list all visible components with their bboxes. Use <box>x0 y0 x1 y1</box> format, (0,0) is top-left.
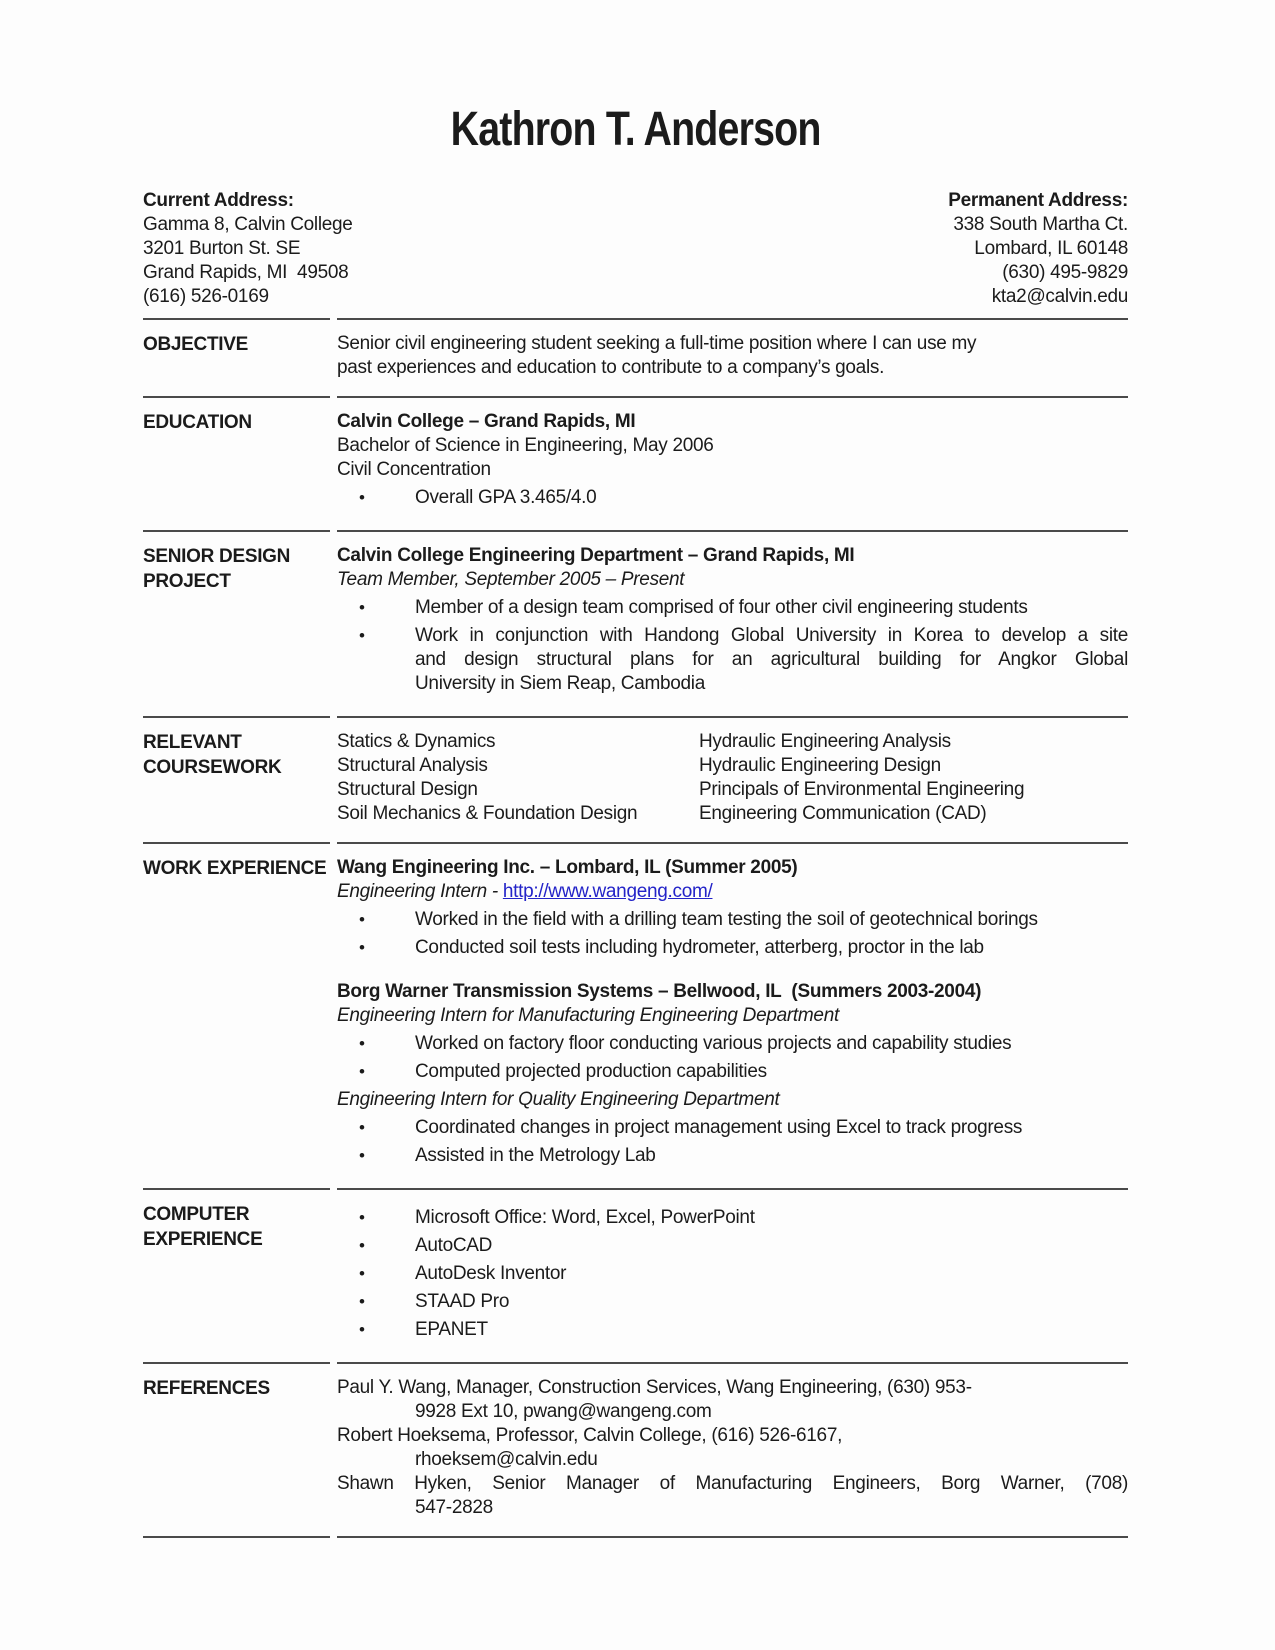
senior-design-section <box>143 530 1128 716</box>
list-item: • Microsoft Office: Word, Excel, PowerPoint <box>337 1206 1128 1230</box>
list-item <box>337 624 1128 696</box>
list-item: • Coordinated changes in project management using Excel to track progress <box>337 1116 1128 1140</box>
work-experience-section-label: WORK EXPERIENCE <box>143 842 330 1188</box>
bullet-line: and design structural plans for an agricultural building for Angkor Global <box>415 649 1128 670</box>
address-line: (616) 526-0169 <box>143 286 269 307</box>
address-line: 3201 Burton St. SE <box>143 238 301 259</box>
reference-line: 547-2828 <box>415 1497 493 1518</box>
senior-design-org: Calvin College Engineering Department – Grand Rapids, MI <box>337 545 855 566</box>
job-role: Engineering Intern for Quality Engineering Department <box>337 1089 780 1110</box>
address-line: Gamma 8, Calvin College <box>143 214 353 235</box>
reference-line: Robert Hoeksema, Professor, Calvin College, (616) 526-6167, <box>337 1425 843 1446</box>
reference-line: Paul Y. Wang, Manager, Construction Services, Wang Engineering, (630) 953- <box>337 1377 972 1398</box>
current-address <box>143 188 353 309</box>
objective-section <box>143 318 1128 396</box>
current-address-label: Current Address: <box>143 190 294 211</box>
list-item: • STAAD Pro <box>337 1290 1128 1314</box>
address-line: (630) 495-9829 <box>1002 262 1128 283</box>
address-line: Lombard, IL 60148 <box>974 238 1128 259</box>
reference-line: 9928 Ext 10, pwang@wangeng.com <box>415 1401 712 1422</box>
address-line: 338 South Martha Ct. <box>953 214 1128 235</box>
education-degree: Bachelor of Science in Engineering, May 2006 <box>337 435 714 456</box>
wangeng-link[interactable]: http://www.wangeng.com/ <box>502 881 713 902</box>
address-block <box>143 188 1128 318</box>
resume-name: Kathron T. Anderson <box>450 103 821 156</box>
course-item: Statics & Dynamics <box>337 731 496 752</box>
list-item: • Conducted soil tests including hydrometer, atterberg, proctor in the lab <box>337 936 1128 960</box>
course-item: Hydraulic Engineering Design <box>699 755 941 776</box>
course-item: Hydraulic Engineering Analysis <box>699 731 951 752</box>
list-item: • Worked on factory floor conducting various projects and capability studies <box>337 1032 1128 1056</box>
list-item: • Worked in the field with a drilling team testing the soil of geotechnical borings <box>337 908 1128 932</box>
objective-line: past experiences and education to contribute to a company’s goals. <box>337 357 885 378</box>
list-item: • Assisted in the Metrology Lab <box>337 1144 1128 1168</box>
course-item: Principals of Environmental Engineering <box>699 779 1025 800</box>
reference-item <box>337 1424 1128 1472</box>
senior-design-section-label: SENIOR DESIGN PROJECT <box>143 530 330 716</box>
job-role-line <box>337 880 1128 904</box>
references-section-label: REFERENCES <box>143 1362 330 1538</box>
coursework-content <box>337 716 1128 842</box>
list-item: • Member of a design team comprised of four other civil engineering students <box>337 596 1128 620</box>
education-school: Calvin College – Grand Rapids, MI <box>337 411 636 432</box>
senior-design-content <box>337 530 1128 716</box>
course-item: Soil Mechanics & Foundation Design <box>337 803 638 824</box>
list-item: • AutoDesk Inventor <box>337 1262 1128 1286</box>
education-section-label: EDUCATION <box>143 396 330 530</box>
list-item: • EPANET <box>337 1318 1128 1342</box>
reference-item <box>337 1376 1128 1424</box>
page-title <box>143 103 1128 156</box>
job-role: Engineering Intern for Manufacturing Engineering Department <box>337 1005 839 1026</box>
job-wang-engineering <box>337 856 1128 960</box>
education-content <box>337 396 1128 530</box>
references-section <box>143 1362 1128 1538</box>
references-content <box>337 1362 1128 1538</box>
reference-line: Shawn Hyken, Senior Manager of Manufacturing Engineers, Borg Warner, (708) <box>337 1473 1128 1494</box>
coursework-section-label: RELEVANT COURSEWORK <box>143 716 330 842</box>
coursework-column-2 <box>699 730 1024 826</box>
job-role: Engineering Intern - <box>337 881 503 902</box>
objective-line: Senior civil engineering student seeking a full-time position where I can use my <box>337 333 977 354</box>
permanent-address-label: Permanent Address: <box>948 190 1128 211</box>
email-text: kta2@calvin.edu <box>991 286 1128 307</box>
work-experience-content <box>337 842 1128 1188</box>
course-item: Structural Analysis <box>337 755 488 776</box>
address-line: Grand Rapids, MI 49508 <box>143 262 349 283</box>
reference-line: rhoeksem@calvin.edu <box>415 1449 598 1470</box>
education-concentration: Civil Concentration <box>337 459 491 480</box>
coursework-column-1 <box>337 730 699 826</box>
computer-experience-section-label: COMPUTER EXPERIENCE <box>143 1188 330 1362</box>
bullet-line: • Work in conjunction with Handong Global University in Korea to develop a site <box>415 625 1128 646</box>
course-item: Structural Design <box>337 779 478 800</box>
permanent-address <box>948 188 1128 309</box>
computer-experience-content <box>337 1188 1128 1362</box>
job-borg-warner <box>337 980 1128 1168</box>
list-item-gpa: • Overall GPA 3.465/4.0 <box>337 486 1128 510</box>
computer-experience-section <box>143 1188 1128 1362</box>
list-item: • Computed projected production capabilities <box>337 1060 1128 1084</box>
objective-content <box>337 318 1128 396</box>
course-item: Engineering Communication (CAD) <box>699 803 987 824</box>
work-experience-section <box>143 842 1128 1188</box>
list-item: • AutoCAD <box>337 1234 1128 1258</box>
education-section <box>143 396 1128 530</box>
coursework-section <box>143 716 1128 842</box>
reference-item <box>337 1472 1128 1520</box>
job-heading: Borg Warner Transmission Systems – Bellwood, IL (Summers 2003-2004) <box>337 981 982 1002</box>
coursework-columns <box>337 730 1128 826</box>
job-heading: Wang Engineering Inc. – Lombard, IL (Summer 2005) <box>337 857 798 878</box>
senior-design-role: Team Member, September 2005 – Present <box>337 569 685 590</box>
objective-section-label: OBJECTIVE <box>143 318 330 396</box>
bullet-line: University in Siem Reap, Cambodia <box>415 673 705 694</box>
